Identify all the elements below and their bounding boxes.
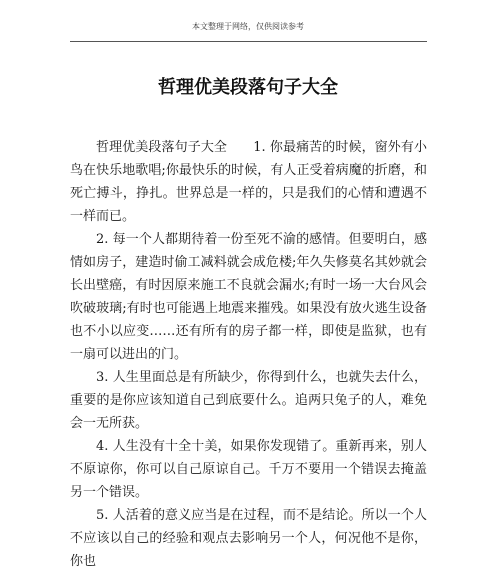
header-note: 本文整理于网络，仅供阅读参考 [192,22,304,31]
paragraph-2: 2. 每一个人都期待着一份至死不渝的感情。但要明白，感情如房子，建造时偷工减料就会成危楼;年久失修莫名其妙就会长出壁癌，有时因原来施工不良就会漏水;有时一场一大台风会吹破玻璃;有时也可能遇上地震来摧残。如果没有放火逃生设备也不小以应变……还有所有的房子都一样，即使是监狱，也有一扇可以进出的门。 [70,232,427,362]
paragraph-4: 4. 人生没有十全十美，如果你发现错了。重新再来，别人不原谅你，你可以自己原谅自己。千万不要用一个错误去掩盖另一个错误。 [70,439,427,500]
header-divider [70,41,427,42]
document-body [70,136,427,573]
paragraph-3: 3. 人生里面总是有所缺少，你得到什么，也就失去什么，重要的是你应该知道自己到底要什么。追两只兔子的人，难免会一无所获。 [70,370,427,431]
page-title: 哲理优美段落句子大全 [158,77,338,98]
paragraph-5: 5. 人活着的意义应当是在过程，而不是结论。所以一个人不应该以自己的经验和观点去影响另一个人，何况他不是你，你也 [70,508,427,569]
paragraph-1: 哲理优美段落句子大全 1. 你最痛苦的时候，窗外有小鸟在快乐地歌唱;你最快乐的时候，有人正受着病魔的折磨，和死亡搏斗，挣扎。世界总是一样的，只是我们的心情和遭遇不一样而已。 [70,140,427,224]
